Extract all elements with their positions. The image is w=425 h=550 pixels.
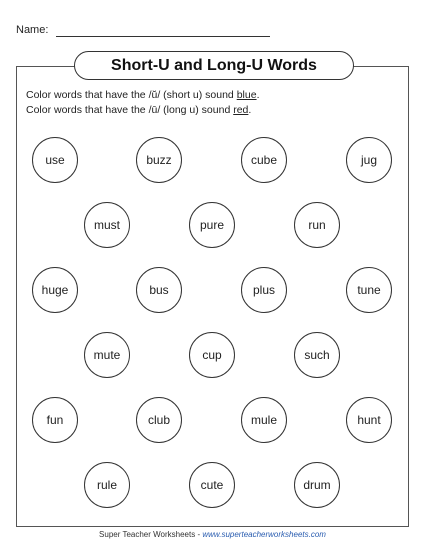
word-circle[interactable]: fun bbox=[32, 397, 78, 443]
word-circle[interactable]: use bbox=[32, 137, 78, 183]
word-circle[interactable]: cup bbox=[189, 332, 235, 378]
word-circle[interactable]: huge bbox=[32, 267, 78, 313]
word-circle[interactable]: such bbox=[294, 332, 340, 378]
word-circle[interactable]: club bbox=[136, 397, 182, 443]
instruction-short-u bbox=[26, 88, 259, 103]
word-circle[interactable]: drum bbox=[294, 462, 340, 508]
word-circle[interactable]: mule bbox=[241, 397, 287, 443]
word-circle[interactable]: run bbox=[294, 202, 340, 248]
word-circle[interactable]: jug bbox=[346, 137, 392, 183]
footer-brand: Super Teacher Worksheets bbox=[99, 530, 196, 539]
footer-site-link[interactable]: www.superteacherworksheets.com bbox=[202, 530, 326, 539]
instruction-red-word: red bbox=[233, 104, 249, 116]
word-circle[interactable]: tune bbox=[346, 267, 392, 313]
instructions bbox=[26, 88, 259, 118]
name-line[interactable] bbox=[56, 36, 270, 37]
name-label: Name: bbox=[16, 24, 49, 36]
word-circle[interactable]: bus bbox=[136, 267, 182, 313]
instruction-long-u bbox=[26, 103, 259, 118]
word-circle[interactable]: buzz bbox=[136, 137, 182, 183]
instruction-long-u-period: . bbox=[248, 104, 252, 116]
instruction-short-u-text: Color words that have the /ŭ/ (short u) sound bbox=[26, 89, 237, 101]
footer bbox=[0, 530, 425, 539]
word-circle[interactable]: plus bbox=[241, 267, 287, 313]
word-circle[interactable]: must bbox=[84, 202, 130, 248]
instruction-long-u-text: Color words that have the /ū/ (long u) sound bbox=[26, 104, 234, 116]
instruction-short-u-period: . bbox=[256, 89, 260, 101]
word-circle[interactable]: hunt bbox=[346, 397, 392, 443]
worksheet-title: Short-U and Long-U Words bbox=[74, 51, 354, 80]
word-circle[interactable]: cute bbox=[189, 462, 235, 508]
instruction-blue-word: blue bbox=[236, 89, 257, 101]
word-circle[interactable]: cube bbox=[241, 137, 287, 183]
word-circle[interactable]: mute bbox=[84, 332, 130, 378]
word-circle[interactable]: rule bbox=[84, 462, 130, 508]
word-circle[interactable]: pure bbox=[189, 202, 235, 248]
footer-separator: - bbox=[195, 530, 203, 539]
